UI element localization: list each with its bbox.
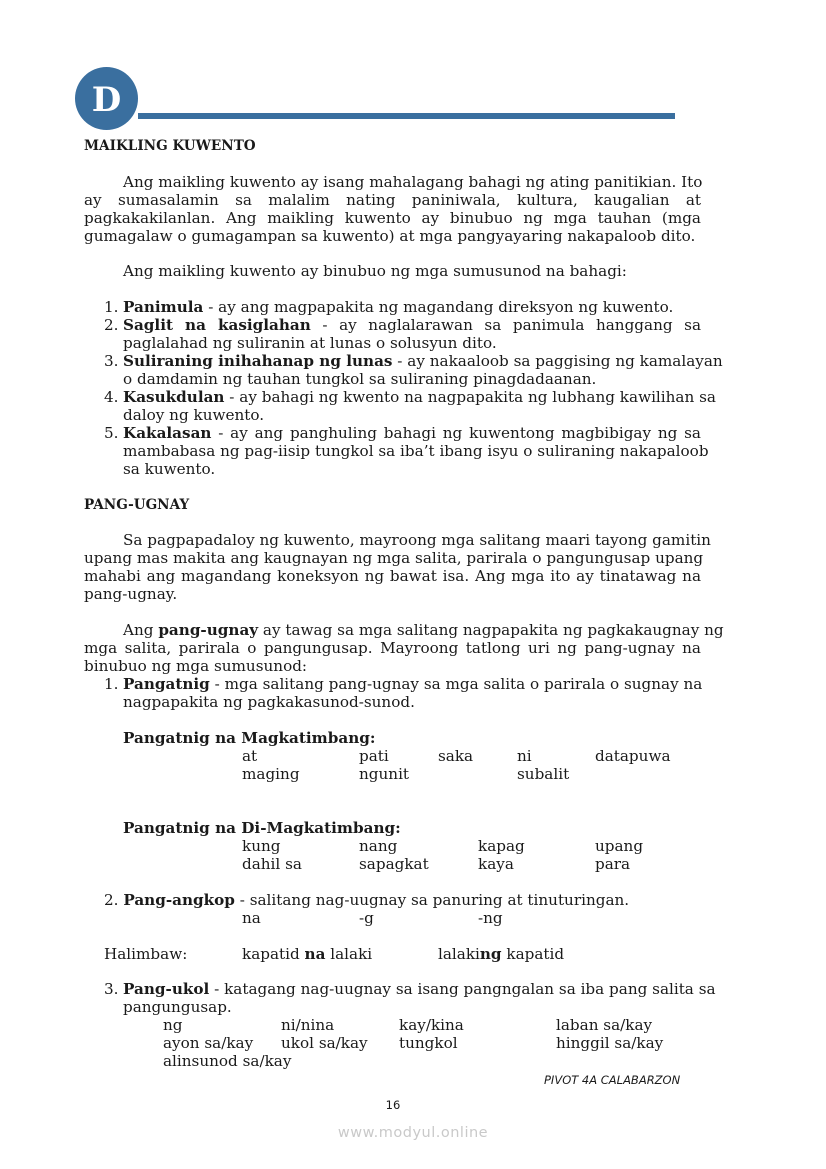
paragraph-line: mga salita, parirala o pangungusap. Mayroong tatlong uri ng pang-ugnay na (84, 639, 701, 657)
definition: - mga salitang pang-ugnay sa mga salita o parirala o sugnay na (209, 675, 703, 693)
definition-continued: o damdamin ng tauhan tungkol sa suliraning pinagdadaanan. (123, 370, 597, 388)
list-item-kasukdulan (104, 388, 716, 424)
label-di-magkatimbang: Pangatnig na Di-Magkatimbang: (123, 819, 401, 837)
definition-continued: mambabasa ng pag-iisip tungkol sa iba’t ibang isyu o suliraning nakapaloob (123, 442, 709, 460)
highlight: ng (479, 945, 502, 963)
definition-continued: paglalahad ng suliranin at lunas o solusyun dito. (123, 334, 497, 352)
word: nang (359, 837, 398, 855)
term: Suliraning inihahanap ng lunas (123, 352, 393, 370)
definition: - salitang nag-uugnay sa panuring at tinuturingan. (234, 891, 630, 909)
paragraph-line: gumagalaw o gumagampan sa kuwento) at mga pangyayaring nakapaloob dito. (84, 227, 696, 245)
definition: - ay naglalarawan sa panimula hanggang sa (310, 316, 702, 334)
word: kapag (478, 837, 525, 855)
paragraph-line: pang-ugnay. (84, 585, 178, 603)
definition: - ay bahagi ng kwento na nagpapakita ng lubhang kawilihan sa (224, 388, 716, 406)
definition-continued: daloy ng kuwento. (123, 406, 265, 424)
definition: - ay ang magpapakita ng magandang direksyon ng kuwento. (203, 298, 674, 316)
text: kapatid (242, 945, 305, 963)
list-item-pangatnig (104, 675, 701, 711)
paragraph-line: upang mas makita ang kaugnayan ng mga salita, parirala o pangungusap upang (84, 549, 704, 567)
word: datapuwa (595, 747, 671, 765)
word: kaya (478, 855, 514, 873)
word: laban sa/kay (556, 1016, 653, 1034)
word: ukol sa/kay (281, 1034, 368, 1052)
section-letter: D (91, 79, 122, 120)
parts-intro: Ang maikling kuwento ay binubuo ng mga sumusunod na bahagi: (123, 262, 627, 280)
example-1 (242, 945, 372, 963)
word: tungkol (399, 1034, 458, 1052)
intro-paragraph (84, 173, 701, 245)
list-number: 5. (104, 424, 119, 442)
heading-maikling-kuwento: MAIKLING KUWENTO (84, 138, 256, 154)
example-2 (438, 945, 564, 963)
word: na (242, 909, 261, 927)
definition: - ay nakaaloob sa paggising ng kamalayan (392, 352, 723, 370)
list-number: 3. (104, 980, 119, 998)
list-number: 2. (104, 891, 119, 909)
page-number: 16 (385, 1098, 401, 1112)
text: ay tawag sa mga salitang nagpapakita ng pagkakaugnay ng (258, 621, 724, 639)
list-item-kakalasan (104, 424, 709, 478)
word: -ng (478, 909, 503, 927)
list-number: 3. (104, 352, 119, 370)
word: ayon sa/kay (163, 1034, 254, 1052)
word: subalit (517, 765, 570, 783)
definition: - ay ang panghuling bahagi ng kuwentong magbibigay ng sa (211, 424, 701, 442)
word: hinggil sa/kay (556, 1034, 664, 1052)
list-item-saglit-na-kasiglahan (104, 316, 701, 352)
word: saka (438, 747, 474, 765)
paragraph-line: Ang maikling kuwento ay isang mahalagang bahagi ng ating panitikian. Ito (123, 173, 703, 191)
word: at (242, 747, 258, 765)
parts-list (104, 298, 723, 478)
term: Panimula (123, 298, 204, 316)
definition: - katagang nag-uugnay sa isang pangngalan sa iba pang salita sa (209, 980, 716, 998)
list-item-panimula (104, 298, 701, 316)
term: Kakalasan (123, 424, 212, 442)
pang-ugnay-type-1 (104, 675, 701, 711)
word: ng (163, 1016, 183, 1034)
word: pati (359, 747, 389, 765)
word: alinsunod sa/kay (163, 1052, 292, 1070)
word: upang (595, 837, 644, 855)
paragraph-line: mahabi ang magandang koneksyon ng bawat isa. Ang mga ito ay tinatawag na (84, 567, 701, 585)
pang-ugnay-type-3 (104, 980, 716, 1016)
term: Pang-ukol (123, 980, 210, 998)
highlight: na (304, 945, 326, 963)
label-halimbawa: Halimbaw: (104, 945, 188, 963)
paragraph-line: binubuo ng mga sumusunod: (84, 657, 308, 675)
paragraph-line: pagkakakilanlan. Ang maikling kuwento ay binubuo ng mga tauhan (mga (84, 209, 701, 227)
text: lalaki (325, 945, 373, 963)
list-item-suliranin (104, 352, 723, 388)
word: kung (242, 837, 281, 855)
text: Ang (123, 621, 159, 639)
word: ngunit (359, 765, 410, 783)
word: sapagkat (359, 855, 429, 873)
pang-ugnay-definition (84, 621, 724, 675)
term: Kasukdulan (123, 388, 225, 406)
term: Pangatnig (123, 675, 210, 693)
word: ni/nina (281, 1016, 335, 1034)
term: Saglit na kasiglahan (123, 316, 311, 334)
paragraph-line: Sa pagpapadaloy ng kuwento, mayroong mga salitang maari tayong gamitin (123, 531, 711, 549)
pang-ugnay-intro (84, 531, 711, 603)
term-pang-ugnay: pang-ugnay (158, 621, 259, 639)
definition-continued: sa kuwento. (123, 460, 216, 478)
definition-continued: pangungusap. (123, 998, 232, 1016)
list-item-pang-angkop (104, 891, 629, 909)
word: ni (517, 747, 532, 765)
text: kapatid (501, 945, 565, 963)
list-number: 1. (104, 298, 119, 316)
paragraph-line: ay sumasalamin sa malalim nating paniniwala, kultura, kaugalian at (84, 191, 701, 209)
term: Pang-angkop (123, 891, 235, 909)
word: dahil sa (242, 855, 302, 873)
section-letter-badge (75, 67, 138, 130)
label-magkatimbang: Pangatnig na Magkatimbang: (123, 729, 376, 747)
word: -g (359, 909, 374, 927)
list-number: 1. (104, 675, 119, 693)
word: para (595, 855, 631, 873)
text: lalaki (438, 945, 480, 963)
heading-pang-ugnay: PANG-UGNAY (84, 497, 190, 513)
watermark: www.modyul.online (337, 1125, 489, 1141)
word: kay/kina (399, 1016, 464, 1034)
list-number: 4. (104, 388, 119, 406)
list-number: 2. (104, 316, 119, 334)
word: maging (242, 765, 300, 783)
header-rule (138, 113, 675, 119)
footer-note: PIVOT 4A CALABARZON (544, 1073, 681, 1087)
list-item-pang-ukol (104, 980, 716, 1016)
definition-continued: nagpapakita ng pagkakasunod-sunod. (123, 693, 415, 711)
